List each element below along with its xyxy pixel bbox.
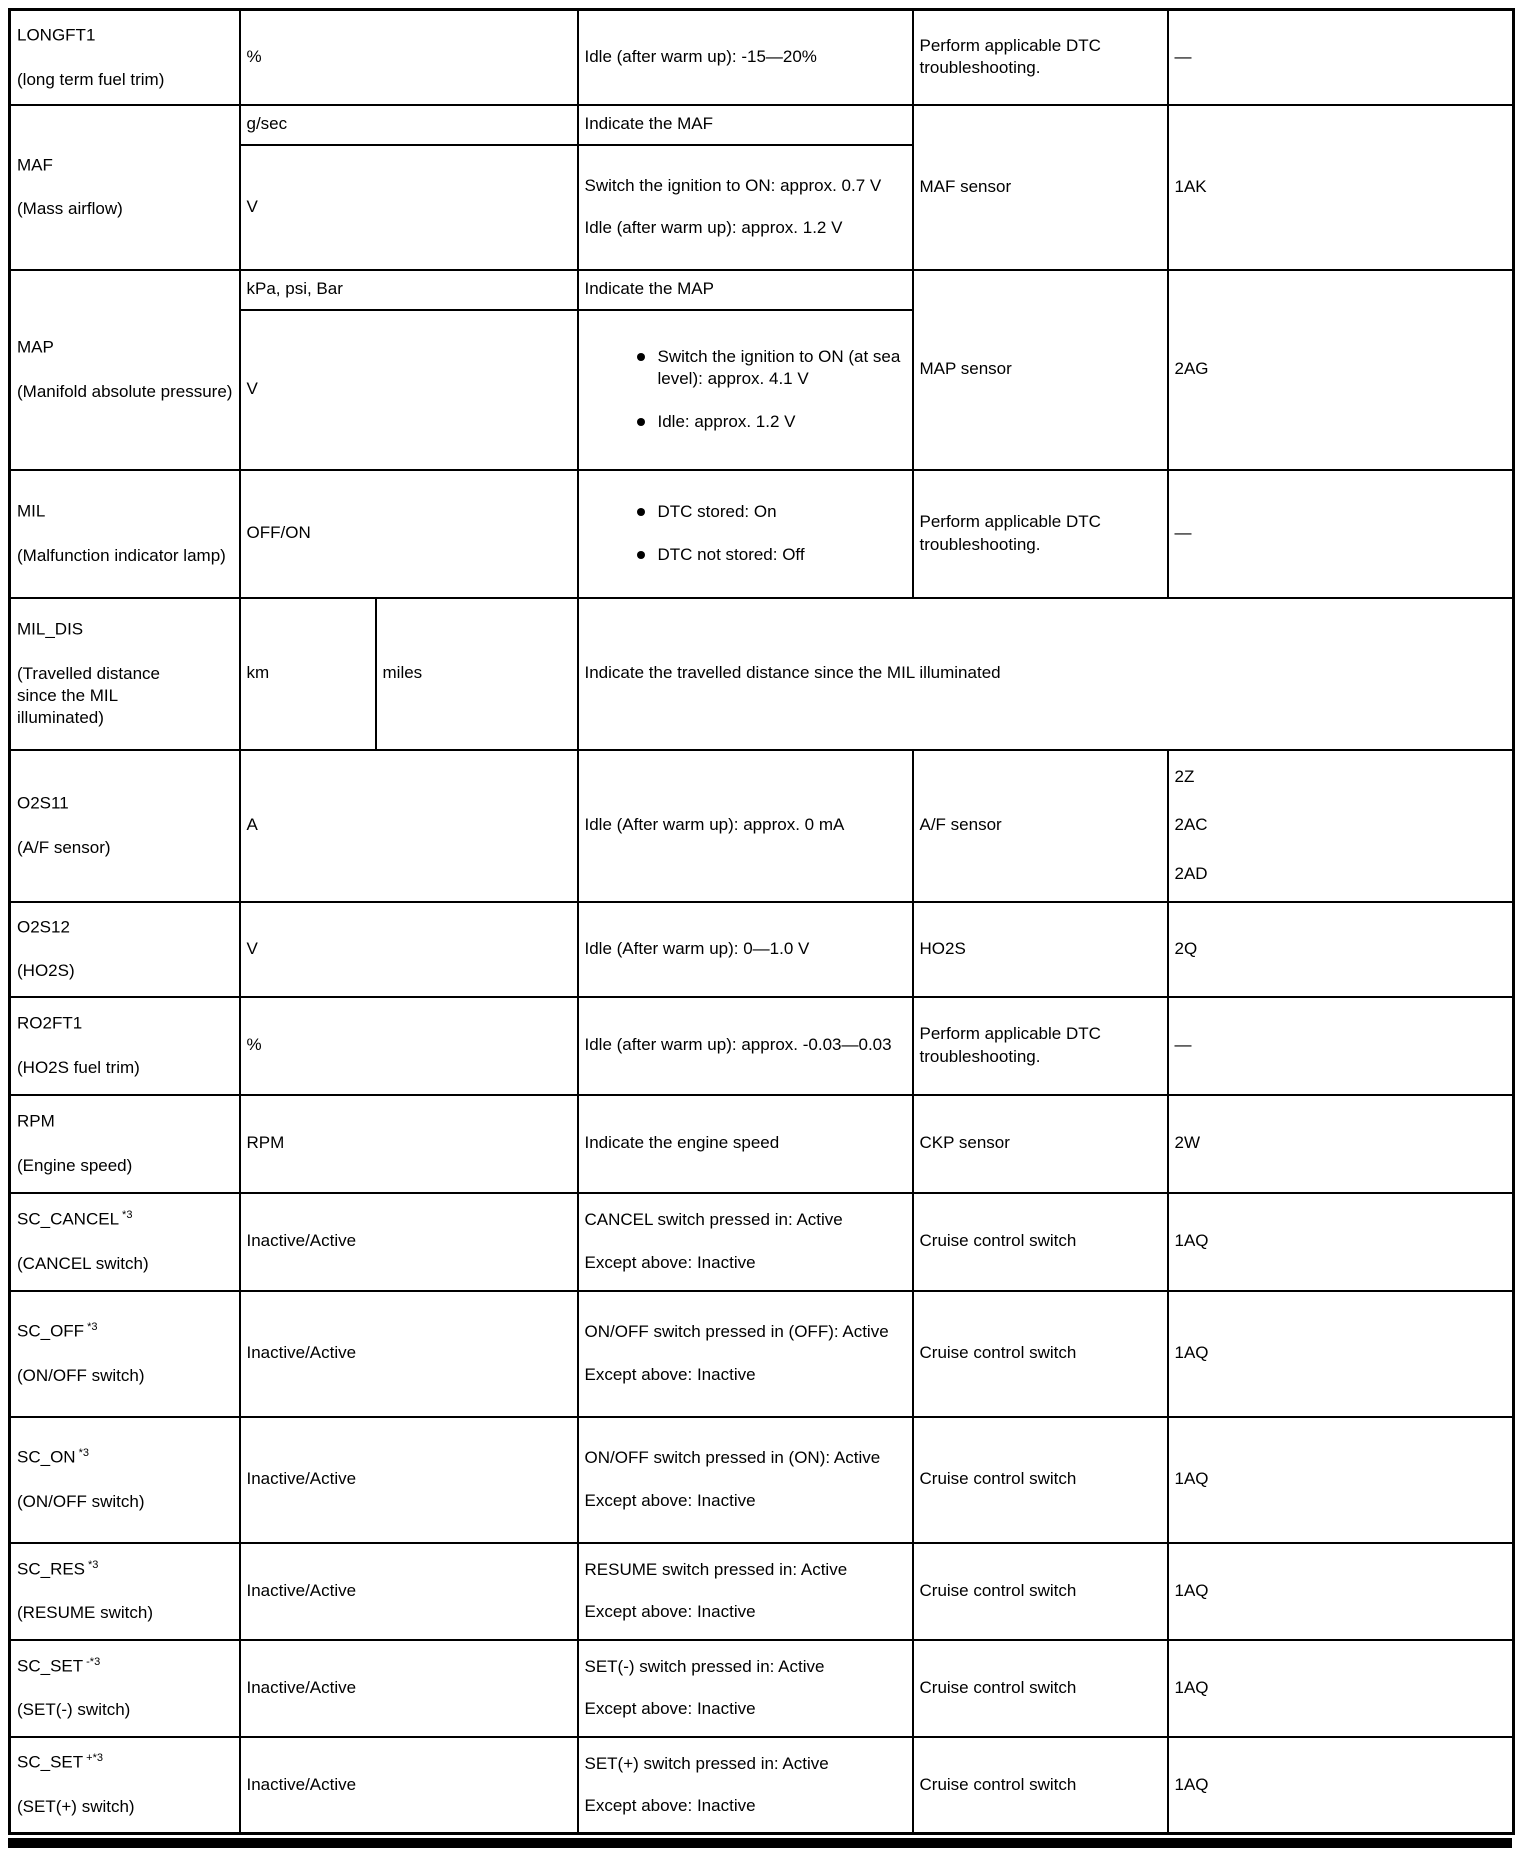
row-ro2ft1 bbox=[10, 997, 1514, 1095]
bullet-item bbox=[637, 544, 906, 566]
code-list bbox=[1175, 766, 1507, 884]
row-map-1 bbox=[10, 270, 1514, 310]
spec-cell bbox=[578, 1417, 913, 1543]
spec-line: RESUME switch pressed in: Active bbox=[584, 1559, 848, 1579]
row-sc-set-minus bbox=[10, 1640, 1514, 1737]
pid-desc: (A/F sensor) bbox=[17, 837, 111, 857]
component-cell: A/F sensor bbox=[913, 750, 1168, 902]
row-sc-cancel bbox=[10, 1193, 1514, 1291]
spec-line: Except above: Inactive bbox=[584, 1364, 756, 1384]
code-cell: 1AQ bbox=[1168, 1193, 1514, 1291]
code-cell: — bbox=[1168, 10, 1514, 105]
spec-cell bbox=[578, 145, 913, 270]
bullet-icon bbox=[637, 508, 645, 516]
pid-cell bbox=[10, 997, 240, 1095]
component-cell: Perform applicable DTC troubleshooting. bbox=[913, 997, 1168, 1095]
pid-footnote: -*3 bbox=[86, 1655, 101, 1668]
pid-desc: (long term fuel trim) bbox=[17, 69, 165, 89]
pid-footnote: *3 bbox=[122, 1209, 133, 1222]
unit-cell: A bbox=[240, 750, 578, 902]
code-item: 2AD bbox=[1174, 863, 1208, 883]
spec-cell: Idle (After warm up): approx. 0 mA bbox=[578, 750, 913, 902]
unit-cell: OFF/ON bbox=[240, 470, 578, 598]
pid-name bbox=[17, 1012, 233, 1035]
pid-name-text: MIL bbox=[17, 501, 46, 521]
bullet-icon bbox=[637, 353, 645, 361]
pid-name bbox=[17, 1208, 233, 1231]
pid-desc: (Mass airflow) bbox=[17, 199, 123, 219]
pid-name bbox=[17, 1751, 233, 1774]
pid-desc: (HO2S fuel trim) bbox=[17, 1057, 140, 1077]
pid-data-table bbox=[8, 8, 1515, 1835]
unit-miles-cell: miles bbox=[376, 598, 578, 750]
pid-desc: (SET(+) switch) bbox=[17, 1797, 135, 1817]
spec-cell bbox=[578, 1193, 913, 1291]
pid-cell bbox=[10, 470, 240, 598]
pid-name-text: SC_OFF bbox=[17, 1321, 85, 1341]
spec-line: SET(-) switch pressed in: Active bbox=[584, 1656, 825, 1676]
component-cell: HO2S bbox=[913, 902, 1168, 997]
row-sc-set-plus bbox=[10, 1737, 1514, 1834]
code-cell: 1AQ bbox=[1168, 1737, 1514, 1834]
pid-cell bbox=[10, 598, 240, 750]
pid-name-text: RO2FT1 bbox=[17, 1013, 83, 1033]
unit-cell: Inactive/Active bbox=[240, 1737, 578, 1834]
spec-cell: Indicate the MAP bbox=[578, 270, 913, 310]
unit-cell: % bbox=[240, 997, 578, 1095]
pid-cell bbox=[10, 10, 240, 105]
spec-line: CANCEL switch pressed in: Active bbox=[584, 1210, 843, 1230]
pid-footnote: +*3 bbox=[86, 1752, 103, 1765]
unit-km-cell: km bbox=[240, 598, 376, 750]
pid-name bbox=[17, 1110, 233, 1133]
pid-name bbox=[17, 618, 233, 641]
pid-desc: (ON/OFF switch) bbox=[17, 1491, 145, 1511]
code-cell: 1AQ bbox=[1168, 1417, 1514, 1543]
bullet-icon bbox=[637, 418, 645, 426]
spec-line: Idle (after warm up): approx. 1.2 V bbox=[584, 218, 843, 237]
pid-name-text: SC_SET bbox=[17, 1752, 84, 1772]
code-cell: — bbox=[1168, 997, 1514, 1095]
pid-footnote: *3 bbox=[87, 1321, 98, 1334]
spec-cell: Indicate the MAF bbox=[578, 105, 913, 145]
pid-name bbox=[17, 1655, 233, 1678]
pid-desc: (Travelled distance since the MIL illuminated) bbox=[17, 663, 160, 727]
pid-name-text: SC_ON bbox=[17, 1447, 76, 1467]
spec-cell: Idle (After warm up): 0—1.0 V bbox=[578, 902, 913, 997]
code-cell: 2Q bbox=[1168, 902, 1514, 997]
unit-cell: RPM bbox=[240, 1095, 578, 1193]
spec-line: Except above: Inactive bbox=[584, 1602, 756, 1621]
pid-cell bbox=[10, 750, 240, 902]
pid-desc: (CANCEL switch) bbox=[17, 1253, 149, 1273]
cutoff-next-row-border bbox=[8, 1838, 1512, 1848]
row-sc-on bbox=[10, 1417, 1514, 1543]
code-cell: 1AK bbox=[1168, 105, 1514, 270]
pid-desc: (SET(-) switch) bbox=[17, 1700, 131, 1720]
bullet-text: DTC stored: On bbox=[657, 502, 777, 522]
row-mil-dis bbox=[10, 598, 1514, 750]
pid-desc: (Manifold absolute pressure) bbox=[17, 381, 233, 401]
bullet-item bbox=[637, 346, 906, 390]
pid-name-text: MAP bbox=[17, 337, 54, 357]
pid-name-text: SC_RES bbox=[17, 1559, 86, 1579]
spec-cell: Idle (after warm up): approx. -0.03—0.03 bbox=[578, 997, 913, 1095]
pid-name bbox=[17, 1446, 233, 1469]
pid-name-text: MIL_DIS bbox=[17, 619, 84, 639]
component-cell: Cruise control switch bbox=[913, 1640, 1168, 1737]
unit-cell: % bbox=[240, 10, 578, 105]
pid-name bbox=[17, 916, 233, 939]
pid-name-text: RPM bbox=[17, 1111, 55, 1131]
row-longft1 bbox=[10, 10, 1514, 105]
pid-name-text: SC_SET bbox=[17, 1656, 84, 1676]
code-cell: 2W bbox=[1168, 1095, 1514, 1193]
code-cell: 1AQ bbox=[1168, 1640, 1514, 1737]
component-cell: Cruise control switch bbox=[913, 1737, 1168, 1834]
pid-cell bbox=[10, 1095, 240, 1193]
unit-cell: Inactive/Active bbox=[240, 1193, 578, 1291]
bullet-item bbox=[637, 411, 906, 433]
code-cell: — bbox=[1168, 470, 1514, 598]
pid-footnote: *3 bbox=[78, 1447, 89, 1460]
spec-cell bbox=[578, 1737, 913, 1834]
code-item: 2AC bbox=[1174, 815, 1208, 835]
spec-cell bbox=[578, 470, 913, 598]
spec-cell bbox=[578, 1640, 913, 1737]
spec-cell bbox=[578, 1291, 913, 1417]
code-cell bbox=[1168, 750, 1514, 902]
spec-line: Except above: Inactive bbox=[584, 1795, 756, 1815]
code-item: 2Z bbox=[1174, 767, 1195, 787]
spec-cell: Idle (after warm up): -15—20% bbox=[578, 10, 913, 105]
pid-cell bbox=[10, 1640, 240, 1737]
unit-cell: Inactive/Active bbox=[240, 1291, 578, 1417]
unit-cell: V bbox=[240, 902, 578, 997]
spec-cell bbox=[578, 310, 913, 470]
pid-name bbox=[17, 792, 233, 815]
pid-name bbox=[17, 500, 233, 523]
pid-name-text: SC_CANCEL bbox=[17, 1209, 120, 1229]
component-cell: Cruise control switch bbox=[913, 1417, 1168, 1543]
unit-cell: Inactive/Active bbox=[240, 1417, 578, 1543]
pid-cell bbox=[10, 902, 240, 997]
pid-name bbox=[17, 24, 233, 47]
pid-name bbox=[17, 336, 233, 359]
row-o2s11 bbox=[10, 750, 1514, 902]
pid-cell bbox=[10, 1291, 240, 1417]
pid-cell bbox=[10, 1417, 240, 1543]
pid-cell bbox=[10, 1543, 240, 1640]
component-cell: MAP sensor bbox=[913, 270, 1168, 470]
pid-cell bbox=[10, 1193, 240, 1291]
component-cell: Cruise control switch bbox=[913, 1543, 1168, 1640]
code-cell: 1AQ bbox=[1168, 1543, 1514, 1640]
pid-cell bbox=[10, 270, 240, 470]
component-cell: Perform applicable DTC troubleshooting. bbox=[913, 10, 1168, 105]
spec-bullet-list bbox=[585, 501, 906, 565]
unit-cell: V bbox=[240, 310, 578, 470]
unit-cell: V bbox=[240, 145, 578, 270]
pid-desc: (Engine speed) bbox=[17, 1155, 133, 1175]
pid-name-text: O2S11 bbox=[17, 793, 69, 813]
pid-cell bbox=[10, 105, 240, 270]
pid-desc: (HO2S) bbox=[17, 961, 75, 981]
row-sc-res bbox=[10, 1543, 1514, 1640]
spec-line: SET(+) switch pressed in: Active bbox=[584, 1753, 829, 1773]
pid-name bbox=[17, 1558, 233, 1581]
code-cell: 2AG bbox=[1168, 270, 1514, 470]
unit-cell: Inactive/Active bbox=[240, 1640, 578, 1737]
bullet-icon bbox=[637, 551, 645, 559]
component-cell: MAF sensor bbox=[913, 105, 1168, 270]
pid-name-text: LONGFT1 bbox=[17, 25, 96, 45]
spec-line: Switch the ignition to ON: approx. 0.7 V bbox=[584, 175, 882, 195]
pid-name-text: MAF bbox=[17, 155, 53, 175]
pid-cell bbox=[10, 1737, 240, 1834]
pid-desc: (RESUME switch) bbox=[17, 1603, 154, 1623]
pid-name bbox=[17, 1320, 233, 1343]
pid-name bbox=[17, 154, 233, 177]
row-mil bbox=[10, 470, 1514, 598]
unit-cell: kPa, psi, Bar bbox=[240, 270, 578, 310]
bullet-text: Idle: approx. 1.2 V bbox=[657, 411, 796, 431]
pid-footnote: *3 bbox=[88, 1558, 99, 1571]
spec-line: Except above: Inactive bbox=[584, 1699, 756, 1718]
spec-bullet-list bbox=[585, 346, 906, 432]
spec-line: Except above: Inactive bbox=[584, 1252, 756, 1272]
spec-cell bbox=[578, 1543, 913, 1640]
row-maf-1 bbox=[10, 105, 1514, 145]
code-cell: 1AQ bbox=[1168, 1291, 1514, 1417]
component-cell: Perform applicable DTC troubleshooting. bbox=[913, 470, 1168, 598]
spec-line: Except above: Inactive bbox=[584, 1490, 756, 1510]
pid-desc: (Malfunction indicator lamp) bbox=[17, 545, 226, 565]
row-sc-off bbox=[10, 1291, 1514, 1417]
bullet-text: Switch the ignition to ON (at sea level): approx. 4.1 V bbox=[657, 347, 901, 389]
component-cell: CKP sensor bbox=[913, 1095, 1168, 1193]
row-rpm bbox=[10, 1095, 1514, 1193]
pid-desc: (ON/OFF switch) bbox=[17, 1365, 145, 1385]
row-o2s12 bbox=[10, 902, 1514, 997]
pid-name-text: O2S12 bbox=[17, 917, 70, 937]
unit-cell: g/sec bbox=[240, 105, 578, 145]
bullet-item bbox=[637, 501, 906, 523]
component-cell: Cruise control switch bbox=[913, 1193, 1168, 1291]
component-cell: Cruise control switch bbox=[913, 1291, 1168, 1417]
bullet-text: DTC not stored: Off bbox=[657, 544, 805, 564]
spec-cell: Indicate the engine speed bbox=[578, 1095, 913, 1193]
spec-line: ON/OFF switch pressed in (ON): Active bbox=[584, 1448, 881, 1468]
spec-line: ON/OFF switch pressed in (OFF): Active bbox=[584, 1322, 889, 1342]
unit-cell: Inactive/Active bbox=[240, 1543, 578, 1640]
spec-cell: Indicate the travelled distance since the MIL illuminated bbox=[578, 598, 1514, 750]
